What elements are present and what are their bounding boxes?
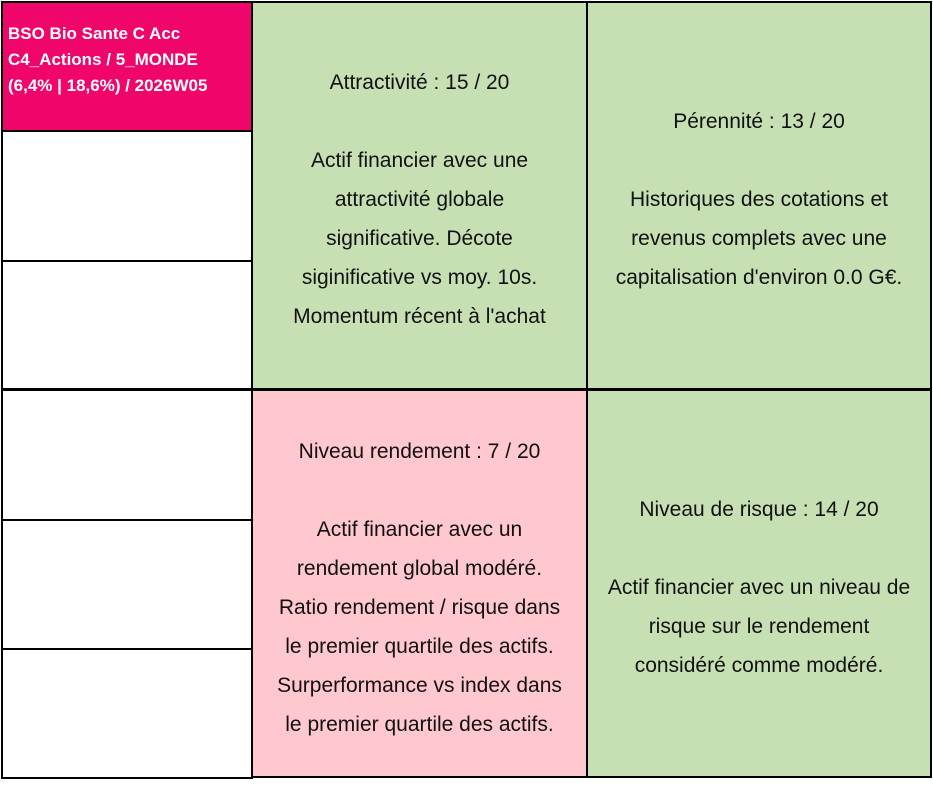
attractivite-text-line: Actif financier avec une <box>310 149 529 172</box>
fund-stats: (6,4% | 18,6%) / 2026W05 <box>8 76 208 95</box>
risque-text-line: risque sur le rendement <box>648 615 870 638</box>
risque-content <box>588 490 930 685</box>
attractivite-title: Attractivité : 15 / 20 <box>329 71 510 94</box>
perennite-title: Pérennité : 13 / 20 <box>673 110 845 133</box>
risque-title: Niveau de risque : 14 / 20 <box>639 498 879 521</box>
rendement-content <box>253 432 586 744</box>
perennite-text-line: revenus complets avec une <box>631 227 887 250</box>
risque-text-line: Actif financier avec un niveau de <box>607 576 911 599</box>
attractivite-text-line: Momentum récent à l'achat <box>293 305 546 328</box>
risque-text-line: considéré comme modéré. <box>634 654 884 677</box>
perennite-card <box>586 1 932 390</box>
empty-cell <box>1 648 253 779</box>
attractivite-content <box>253 63 586 336</box>
attractivite-text-line: significative. Décote <box>326 227 513 250</box>
fund-category: C4_Actions / 5_MONDE <box>8 50 198 69</box>
rendement-text-line: Surperformance vs index dans <box>277 674 562 697</box>
fund-name: BSO Bio Sante C Acc <box>8 24 181 43</box>
rendement-text-line: Actif financier avec un <box>316 518 523 541</box>
perennite-content <box>588 102 930 297</box>
perennite-text-line: capitalisation d'environ 0.0 G€. <box>615 266 903 289</box>
risque-card <box>586 389 932 778</box>
empty-cell <box>1 389 253 521</box>
empty-cell <box>1 130 253 262</box>
rendement-title: Niveau rendement : 7 / 20 <box>298 440 541 463</box>
attractivite-text-line: siginificative vs moy. 10s. <box>301 266 538 289</box>
attractivite-card <box>251 1 588 390</box>
rendement-card <box>251 389 588 778</box>
perennite-text-line: Historiques des cotations et <box>630 188 888 211</box>
rendement-text-line: Ratio rendement / risque dans <box>278 596 561 619</box>
rendement-text-line: le premier quartile des actifs. <box>285 635 554 658</box>
rendement-text-line: le premier quartile des actifs. <box>285 713 554 736</box>
empty-cell <box>1 260 253 390</box>
fund-header <box>1 1 253 132</box>
empty-cell <box>1 519 253 650</box>
attractivite-text-line: attractivité globale <box>334 188 505 211</box>
rendement-text-line: rendement global modéré. <box>296 557 543 580</box>
